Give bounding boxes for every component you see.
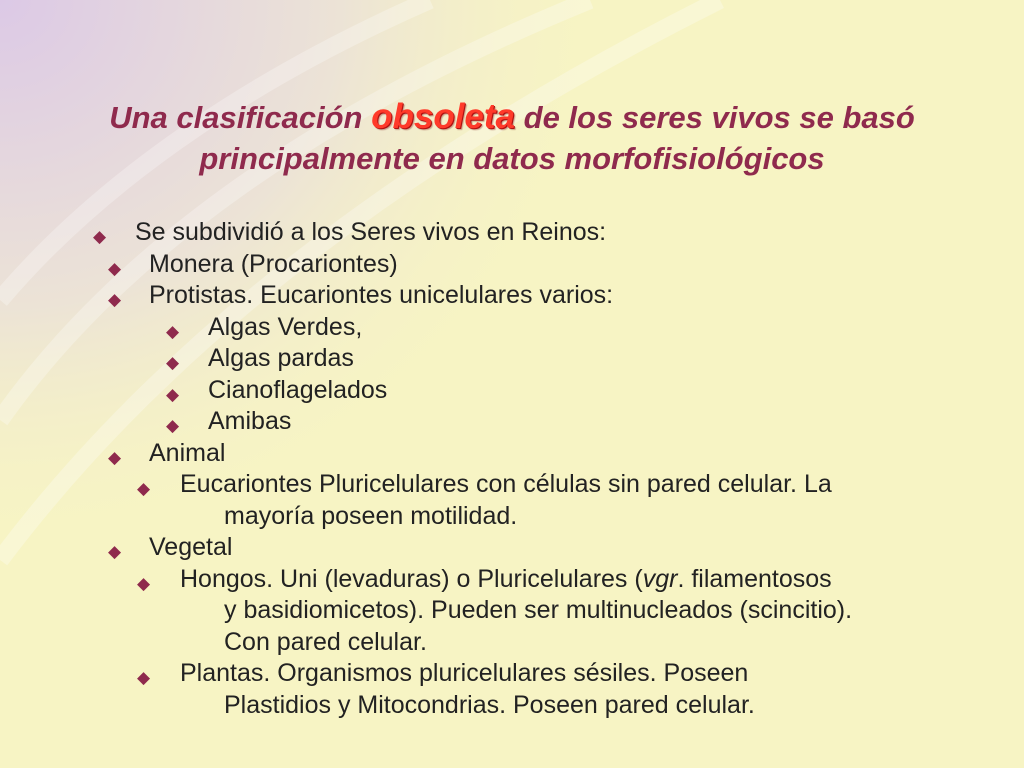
item-text: Plantas. Organismos pluricelulares sésiles. Poseen bbox=[180, 659, 749, 687]
diamond-bullet-icon: ◆ bbox=[166, 353, 180, 372]
list-item bbox=[0, 658, 1024, 690]
item-continuation: Con pared celular. bbox=[224, 627, 427, 656]
item-text: Se subdividió a los Seres vivos en Reinos: bbox=[135, 218, 607, 246]
list-item bbox=[0, 532, 1024, 564]
diamond-bullet-icon: ◆ bbox=[166, 416, 180, 435]
item-continuation: y basidiomicetos). Pueden ser multinucleados (scincitio). bbox=[224, 596, 853, 624]
list-item bbox=[0, 375, 1024, 407]
item-text: Animal bbox=[149, 438, 226, 467]
item-text bbox=[180, 565, 832, 593]
diamond-bullet-icon: ◆ bbox=[137, 668, 151, 687]
list-item bbox=[0, 406, 1024, 438]
list-item bbox=[0, 469, 1024, 501]
diamond-bullet-icon: ◆ bbox=[108, 542, 122, 561]
title-text-before: Una clasificación bbox=[109, 100, 363, 135]
item-text: Vegetal bbox=[149, 533, 233, 561]
diamond-bullet-icon: ◆ bbox=[166, 321, 180, 341]
item-text: Protistas. Eucariontes unicelulares varios: bbox=[149, 281, 614, 309]
list-item bbox=[0, 249, 1024, 281]
list-item bbox=[0, 438, 1024, 470]
list-item bbox=[0, 343, 1024, 375]
item-text: Amibas bbox=[208, 407, 292, 435]
item-continuation: mayoría poseen motilidad. bbox=[224, 501, 518, 530]
diamond-bullet-icon: ◆ bbox=[137, 573, 151, 593]
bullet-list bbox=[0, 217, 1024, 721]
list-item bbox=[0, 280, 1024, 312]
diamond-bullet-icon: ◆ bbox=[108, 290, 122, 309]
diamond-bullet-icon: ◆ bbox=[93, 227, 107, 246]
list-item bbox=[0, 564, 1024, 596]
list-item bbox=[0, 217, 1024, 249]
item-text-italic: vgr bbox=[642, 564, 678, 593]
diamond-bullet-icon: ◆ bbox=[137, 479, 151, 498]
item-text: Algas pardas bbox=[208, 344, 354, 372]
diamond-bullet-icon: ◆ bbox=[166, 384, 180, 404]
item-text: Eucariontes Pluricelulares con células sin pared celular. La bbox=[180, 470, 832, 498]
diamond-bullet-icon: ◆ bbox=[108, 447, 122, 467]
item-text: Cianoflagelados bbox=[208, 375, 388, 404]
item-text-part: Hongos. Uni (levaduras) o Pluricelulares ( bbox=[180, 564, 643, 593]
item-text-part: . filamentosos bbox=[677, 564, 832, 593]
list-item bbox=[0, 312, 1024, 344]
title-highlight-word: obsoleta bbox=[371, 97, 516, 136]
item-text: Monera (Procariontes) bbox=[149, 249, 398, 278]
title-text-after: de los seres vivos se basó principalmente en datos morfofisiológicos bbox=[199, 100, 915, 176]
diamond-bullet-icon: ◆ bbox=[108, 258, 122, 278]
item-text: Algas Verdes, bbox=[208, 312, 363, 341]
slide-title bbox=[40, 96, 984, 179]
item-continuation: Plastidios y Mitocondrias. Poseen pared celular. bbox=[224, 690, 755, 719]
